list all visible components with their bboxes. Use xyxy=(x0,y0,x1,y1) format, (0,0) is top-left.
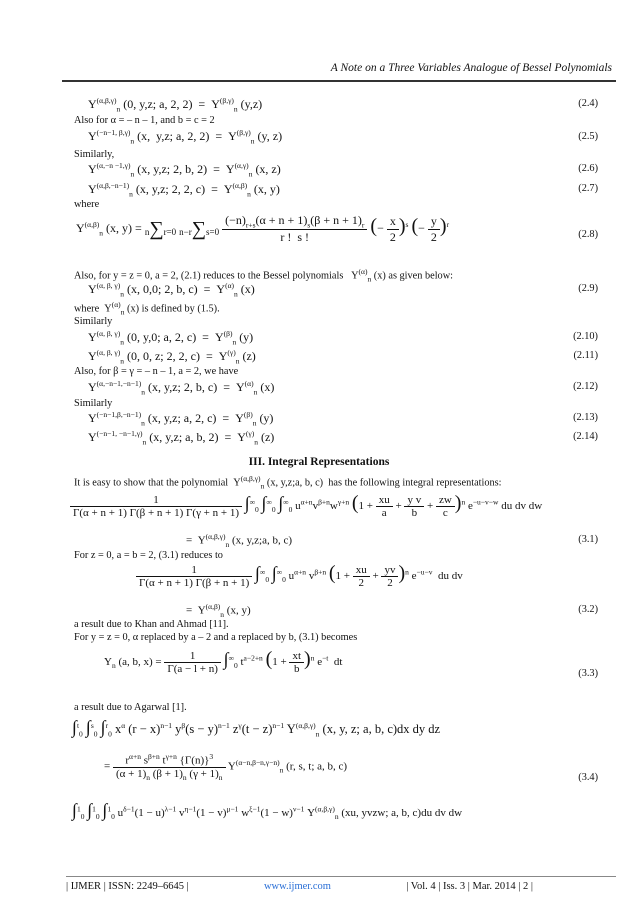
equation-2-13: $Y^{(-n-1,\beta,-n-1)}_n$ (x, y,z; a, 2, $c) = Y^{(\beta)}_n$ (y) xyxy=(88,410,274,428)
equation-number: (2.6) xyxy=(578,163,598,174)
equation-2-10: $Y^{(\alpha, \beta, \gamma)}_n$ (0, y,0; a, 2, $c) = Y^{(\beta)}_n$ (y) xyxy=(88,329,254,347)
equation-number: (2.9) xyxy=(578,283,598,294)
equation-2-4: $Y^{(\alpha,\beta,\gamma)}_n$ (0, y,z; a, 2, $2) = Y^{(\beta,\gamma)}_n$ (y,z) xyxy=(88,96,263,114)
equation-3-5: ∫$^1_0$ ∫$^1_0$ ∫$^1_0$ $u^{\delta-1}(1 - u)^{\lambda-1}$ $v^{\eta-1}(1 - v)^{\mu-1}$ $w^{\xi-1}(1 - w)^{\nu-1}$ $Y^{(\alpha,\beta,\gamma)}_n$ (xu, yvzw; a, b, c)du dv dw xyxy=(72,800,463,822)
text-line: Similarly xyxy=(74,316,113,327)
equation-2-7: $Y^{(\alpha,\beta,-n-1)}_n$ (x, y,z; 2, 2, $c) = Y^{(\alpha,\beta)}_n$ (x, y) xyxy=(88,181,280,199)
text-line: where xyxy=(74,199,100,210)
running-header: A Note on a Three Variables Analogue of Bessel Polynomials xyxy=(330,62,612,74)
equation-number: (2.14) xyxy=(573,431,598,442)
equation-number: (2.4) xyxy=(578,98,598,109)
equation-2-5: $Y^{(-n-1, \beta,\gamma)}_n$ (x, y,z; a, 2, $2) = Y^{(\beta,\gamma)}_n$ (y, z) xyxy=(88,128,283,146)
text-line: a result due to Agarwal [1]. xyxy=(74,702,187,713)
equation-3-1: $\frac{1}{\Gamma(\alpha + n + 1) \Gamma(\beta + n + 1) \Gamma(\gamma + n + 1)}$ $\int^\infty_0$ $\int^\infty_0$ $\int^\infty_0$ $u^{\alpha+n}v^{\beta+n}w^{\gamma+n}$ (1 + $\frac{xu}{a}$ + $\frac{\text{y v}}{b}$ + $\frac{zw}{c}$ )$^n$ $e^{-u-v-w}$ du dv dw xyxy=(70,492,542,519)
equation-2-14: $Y^{(-n-1, -n-1,\gamma)}_n$ (x, y,z; a, b, $2) = Y^{(\gamma)}_n$ (z) xyxy=(88,429,275,447)
text-line: Similarly, xyxy=(74,149,115,160)
equation-2-12: $Y^{(\alpha,-n-1,-n-1)}_n$ (x, y,z; 2, b, $c) = Y^{(\alpha)}_n$ (x) xyxy=(88,379,275,397)
equation-number: (3.3) xyxy=(578,668,598,679)
text-line: a result due to Khan and Ahmad [11]. xyxy=(74,619,229,630)
equation-number: (3.4) xyxy=(578,772,598,783)
equation-3-4-rhs: = $\frac{r^{\alpha+n} s^{\beta+n} t^{\gamma+n} \{\Gamma(n)\}^3}{(\alpha + 1)_n (\beta + 1)_n (\gamma + 1)_n}$ $Y^{(\alpha-n,\beta-n,\gamma-n)}_n$ (r, s, t; a, b, c) xyxy=(104,752,348,782)
equation-2-11: $Y^{(\alpha, \beta, \gamma)}_n$ (0, 0, z; 2, 2, $c) = Y^{(\gamma)}_n$ (z) xyxy=(88,348,256,366)
equation-3-1-rhs: = $Y^{(\alpha,\beta,\gamma)}_n$ (x, y,z;a, b, c) xyxy=(186,532,293,549)
header-rule xyxy=(62,80,616,82)
equation-number: (3.2) xyxy=(578,604,598,615)
equation-number: (3.1) xyxy=(578,534,598,545)
text-line: For y = z = 0, α replaced by a – 2 and a replaced by b, (3.1) becomes xyxy=(74,632,358,643)
equation-2-6: $Y^{(\alpha,-n -1,\gamma)}_n$ (x, y,z; 2, b, $2) = Y^{(\alpha,\gamma)}_n$ (x, z) xyxy=(88,161,281,179)
equation-3-4: ∫$^t_0$ ∫$^s_0$ ∫$^r_0$ $x^\alpha$ $(r - x)^{n-1}$ $y^\beta(s - y)^{n-1}$ $z^\gamma(t - z)^{n-1}$ $Y^{(\alpha,\beta,\gamma)}_n$ (x, y, z; a, b, c)dx dy dz xyxy=(72,717,441,739)
equation-number: (2.5) xyxy=(578,131,598,142)
equation-number: (2.11) xyxy=(573,350,598,361)
text-line: For z = 0, a = b = 2, (3.1) reduces to xyxy=(74,550,223,561)
equation-2-8: $Y^{(\alpha,\beta)}_n$ (x, y) = n∑r=0 n−r∑s=0 $\frac{(-n)_{r+s}(\alpha + n + 1)_s(\beta + n + 1)_r}{r ! s !}$ (− $\frac{x}{2}$ )$^s$ (− $\frac{y}{2}$ )$^r$ xyxy=(76,213,450,245)
footer xyxy=(66,876,616,892)
section-title: III. Integral Representations xyxy=(248,456,390,468)
footer-issue: | Vol. 4 | Iss. 3 | Mar. 2014 | 2 | xyxy=(406,881,533,892)
equation-number: (2.13) xyxy=(573,412,598,423)
text-line: Similarly xyxy=(74,398,113,409)
equation-3-2-rhs: = $Y^{(\alpha,\beta)}_n$ (x, y) xyxy=(186,602,251,619)
text-line: Also, for β = γ = – n – 1, a = 2, we have xyxy=(74,366,239,377)
text-line: where $Y^{(\alpha)}_n$ (x) is defined by (1.5). xyxy=(74,300,220,317)
equation-number: (2.12) xyxy=(573,381,598,392)
equation-number: (2.7) xyxy=(578,183,598,194)
text-line: Also for α = – n – 1, and b = c = 2 xyxy=(74,115,215,126)
equation-2-9: $Y^{(\alpha, \beta, \gamma)}_n$ (x, 0,0; 2, b, $c) = Y^{(\alpha)}_n$ (x) xyxy=(88,281,255,299)
equation-number: (2.8) xyxy=(578,229,598,240)
footer-journal: | IJMER | ISSN: 2249–6645 | xyxy=(66,881,189,892)
equation-number: (2.10) xyxy=(573,331,598,342)
equation-3-2: $\frac{1}{\Gamma(\alpha + n + 1) \Gamma(\beta + n + 1)}$ $\int^\infty_0$ $\int^\infty_0$ $u^{\alpha+n}$ $v^{\beta+n}$ (1 + $\frac{xu}{2}$ + $\frac{yv}{2}$ )$^n$ $e^{-u-v}$ du dv xyxy=(136,562,463,589)
text-line: Also, for y = z = 0, a = 2, (2.1) reduces to the Bessel polynomials $Y^{(\alpha)}_n$ (x) as given below: xyxy=(74,267,454,284)
footer-url[interactable]: www.ijmer.com xyxy=(263,881,331,892)
text-line: It is easy to show that the polynomial $Y^{(\alpha,\beta,\gamma)}_n$ (x, y,z;a, b, c) has the following integral representations: xyxy=(74,474,502,491)
equation-3-3: $Y_n$ (a, b, x) = $\frac{1}{\Gamma(a - l + n)}$ $\int^\infty_0$ $t^{a-2+n}$ (1 + $\frac{xt}{b}$ )$^n$ $e^{-t}$ dt xyxy=(104,648,343,675)
